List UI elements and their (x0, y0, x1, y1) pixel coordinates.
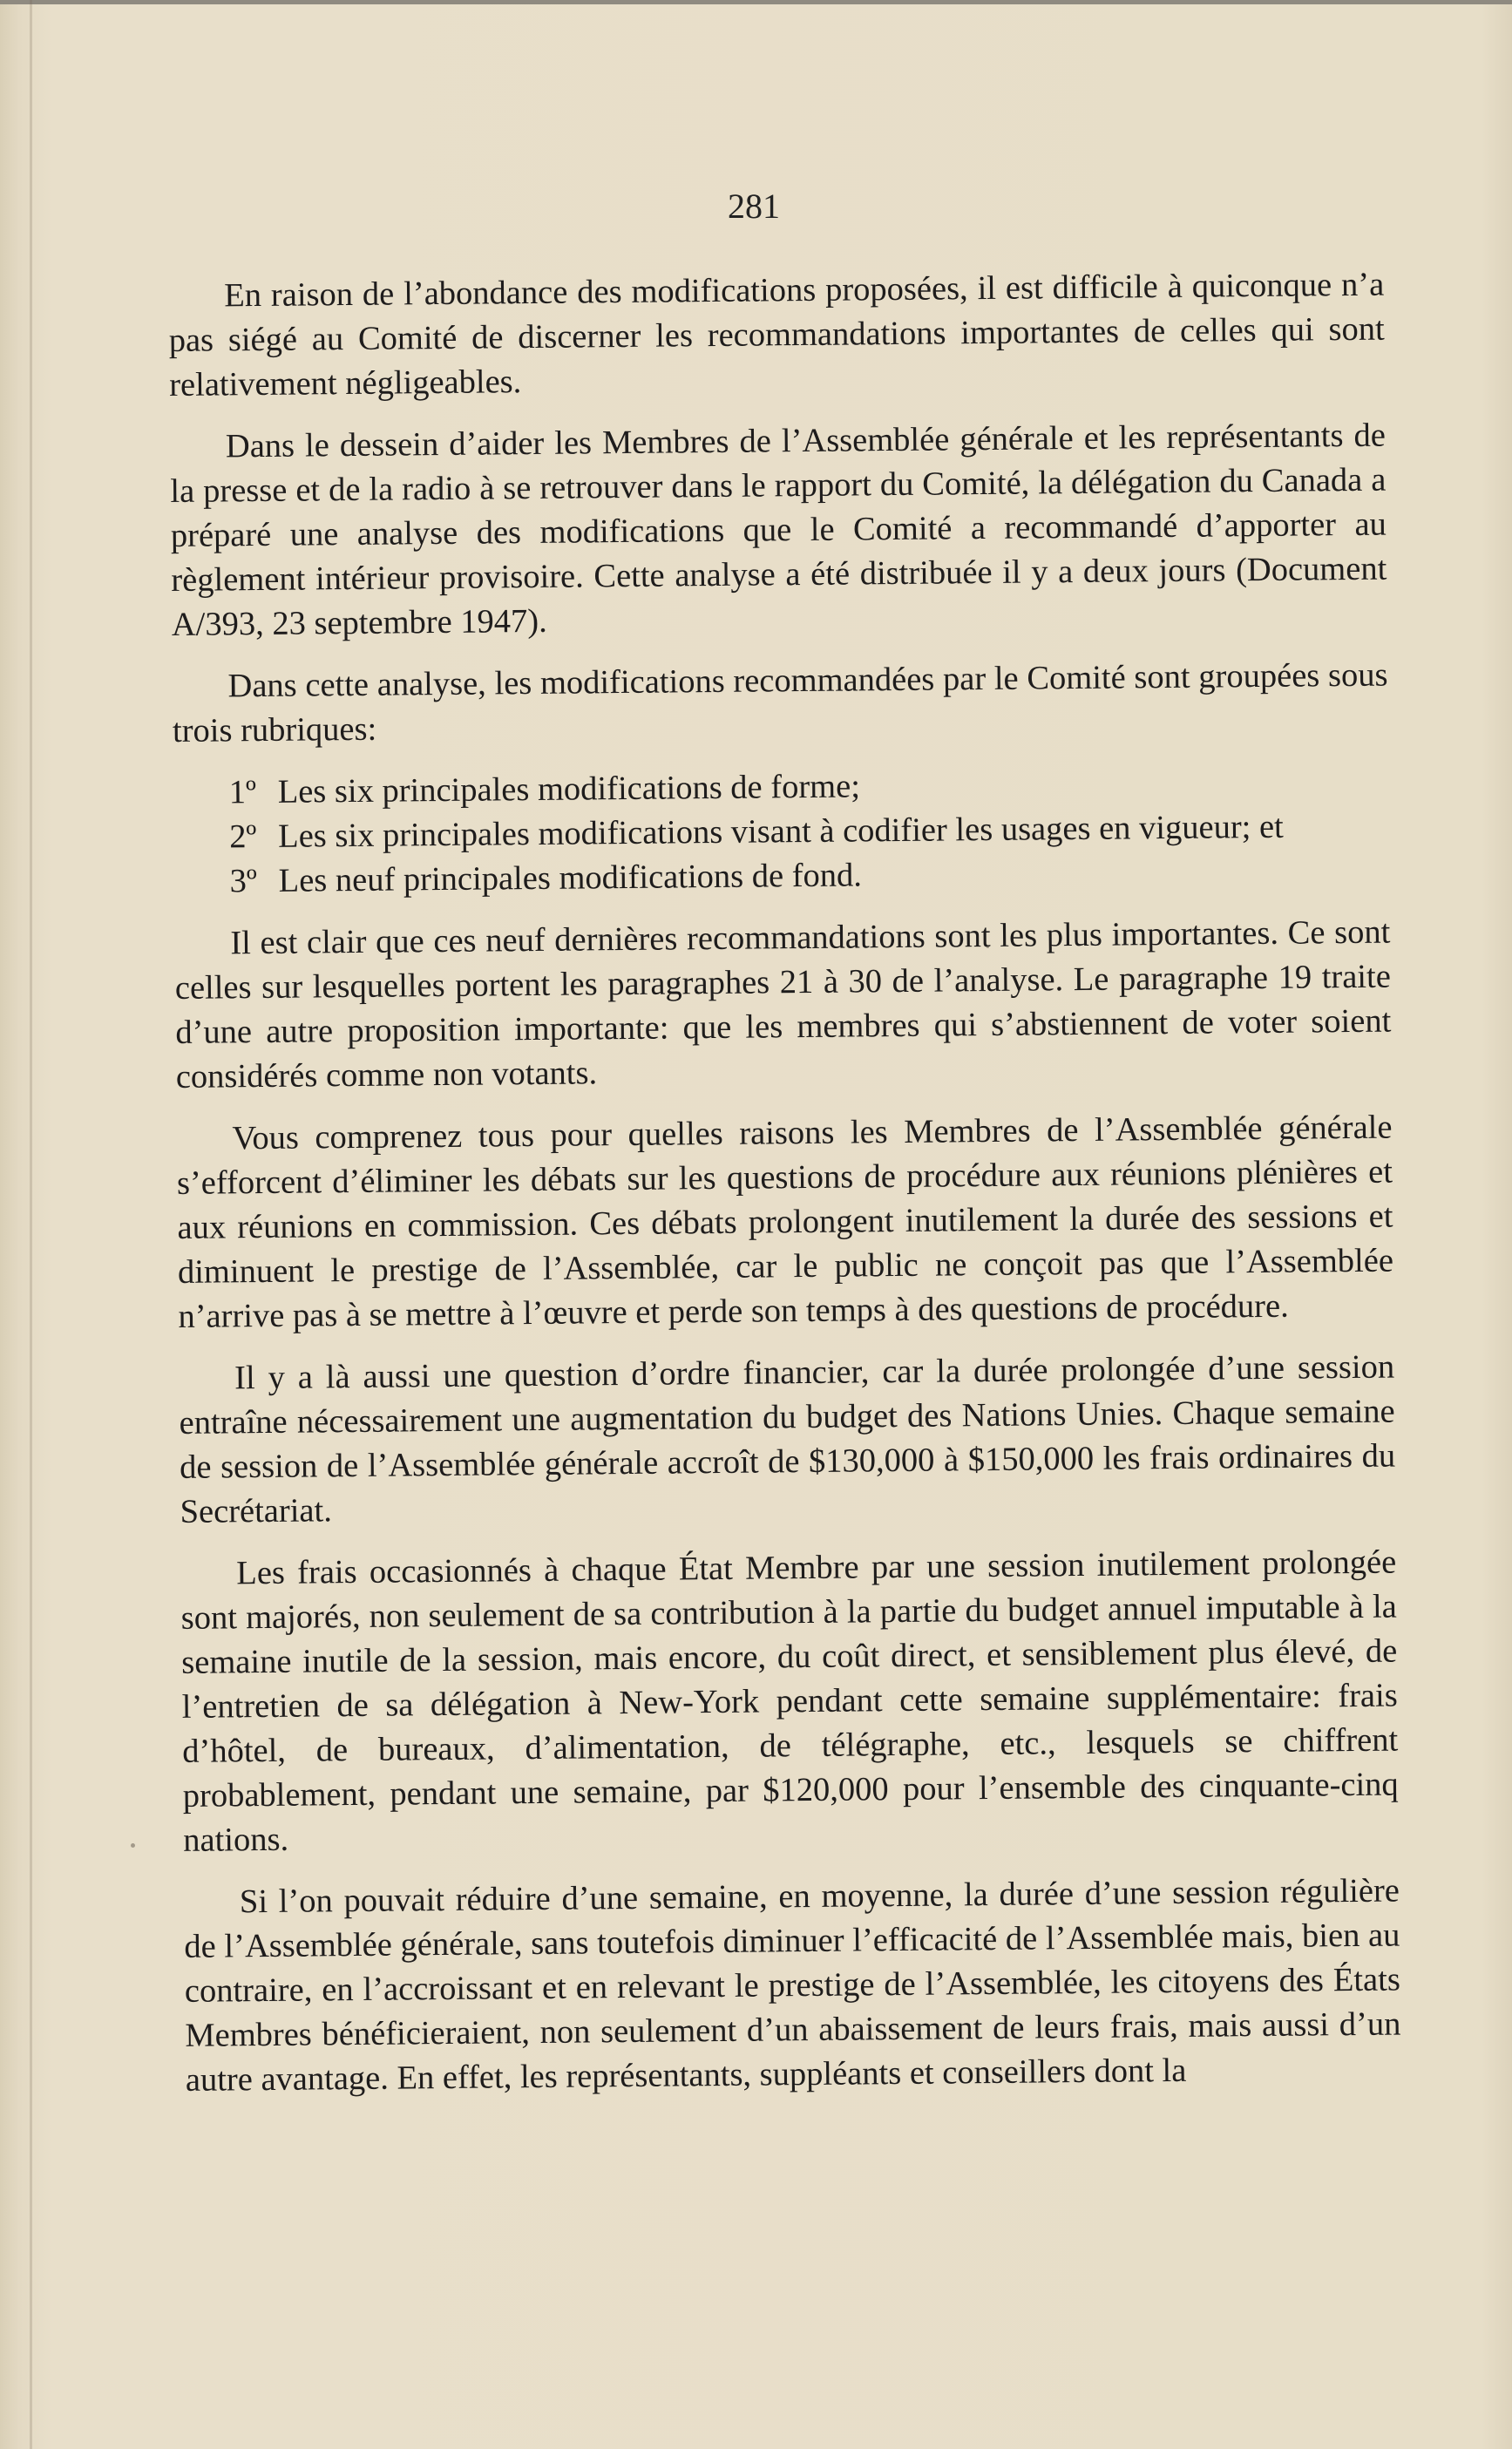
paragraph-4: Il est clair que ces neuf dernières recommandations sont les plus importantes. Ce sont celles sur lesquelles portent les paragraphes 21 à 30 de l’analyse. Le paragraphe 19 traite d’une autre proposition importante: que les membres qui s’abstiennent de voter soient considérés comme non votants. (174, 913, 1392, 1096)
paragraph-5: Vous comprenez tous pour quelles raisons les Membres de l’Assemblée générale s’efforcent d’éliminer les débats sur les questions de procédure aux réunions plénières et aux réunions en commission. Ces débats prolongent inutilement la durée des sessions et diminuent le prestige de l’Assemblée, car le public ne conçoit pas que l’Assemblée n’arrive pas à se mettre à l’œuvre et perde son temps à des questions de procédure. (176, 1109, 1394, 1335)
paragraph-2: Dans le dessein d’aider les Membres de l’Assemblée générale et les représentants de la presse et de la radio à se retrouver dans le rapport du Comité, la délégation du Canada a préparé une analyse des modifications que le Comité a recommandé d’apporter au règlement intérieur provisoire. Cette analyse a été distribuée il y a deux jours (Document A/393, 23 septembre 1947). (170, 417, 1387, 643)
list-item-text: Les six principales modifications de forme; (277, 768, 861, 811)
list-item-number: 1º (228, 774, 257, 811)
list-item-number: 3º (229, 863, 258, 900)
list-item-text: Les six principales modifications visant à codifier les usages en vigueur; et (277, 808, 1284, 855)
page-number: 281 (728, 187, 780, 226)
list-item-text: Les neuf principales modifications de fond. (278, 857, 863, 899)
scan-top-edge (0, 0, 1512, 4)
paragraph-1: En raison de l’abondance des modifications proposées, il est difficile à quiconque n’a pas siégé au Comité de discerner les recommandations importantes de celles qui sont relativement négligeables. (168, 266, 1385, 404)
paper-speck (987, 946, 989, 948)
page-fold-line (30, 0, 32, 2449)
body-text (168, 263, 1401, 2120)
list-item-number: 2º (228, 818, 257, 856)
paper-speck (131, 1843, 135, 1848)
paragraph-8: Si l’on pouvait réduire d’une semaine, en moyenne, la durée d’une session régulière de l’Assemblée générale, sans toutefois diminuer l’efficacité de l’Assemblée mais, bien au contraire, en l’accroissant et en relevant le prestige de l’Assemblée, les citoyens des États Membres bénéficieraient, non seulement d’un abaissement de leurs frais, mais aussi d’un autre avantage. En effet, les représentants, suppléants et conseillers dont la (184, 1872, 1401, 2099)
paragraph-7: Les frais occasionnés à chaque État Membre par une session inutilement prolongée sont majorés, non seulement de sa contribution à la partie du budget annuel imputable à la semaine inutile de la session, mais encore, du coût direct, et sensiblement plus élevé, de l’entretien de sa délégation à New-York pendant cette semaine supplémentaire: frais d’hôtel, de bureaux, d’alimentation, de télégraphe, etc., lesquels se chiffrent probablement, pendant une semaine, par $120,000 pour l’ensemble des cinquante-cinq nations. (180, 1543, 1399, 1859)
paragraph-6: Il y a là aussi une question d’ordre financier, car la durée prolongée d’une session entraîne nécessairement une augmentation du budget des Nations Unies. Chaque semaine de session de l’Assemblée générale accroît de $130,000 à $150,000 les frais ordinaires du Secrétariat. (179, 1348, 1396, 1530)
paragraph-3: Dans cette analyse, les modifications recommandées par le Comité sont groupées sous trois rubriques: (172, 656, 1388, 750)
rubric-list (173, 760, 1389, 905)
